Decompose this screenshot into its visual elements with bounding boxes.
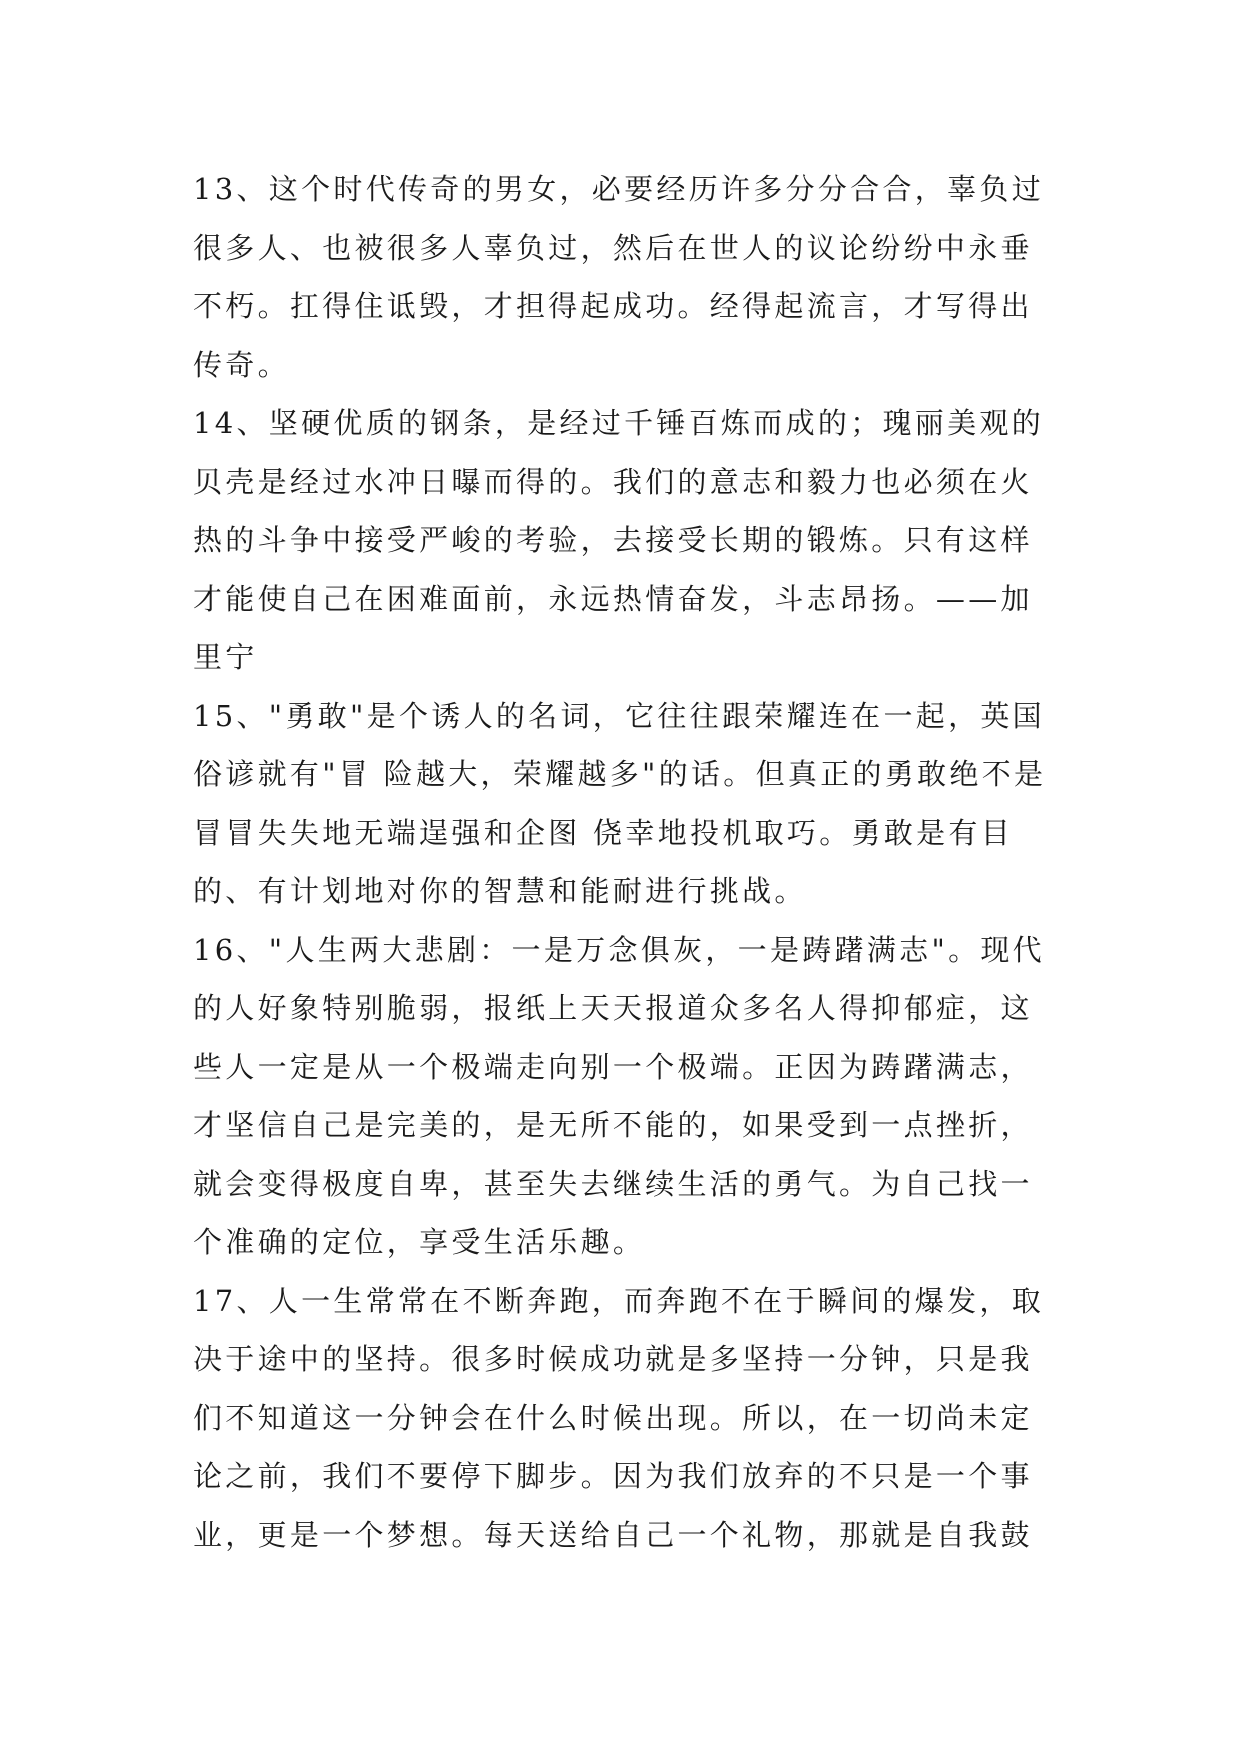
paragraph-15: 15、"勇敢"是个诱人的名词，它往往跟荣耀连在一起，英国俗谚就有"冒 险越大，荣耀越多"的话。但真正的勇敢绝不是冒冒失失地无端逞强和企图 侥幸地投机取巧。勇敢是有目的、有计划地对你的智慧和能耐进行挑战。	[193, 698, 1047, 908]
paragraph-17: 17、人一生常常在不断奔跑，而奔跑不在于瞬间的爆发，取决于途中的坚持。很多时候成功就是多坚持一分钟，只是我们不知道这一分钟会在什么时候出现。所以，在一切尚未定论之前，我们不要停下脚步。因为我们放弃的不只是一个事业，更是一个梦想。每天送给自己一个礼物，那就是自我鼓	[193, 1283, 1045, 1552]
paragraph-13: 13、这个时代传奇的男女，必要经历许多分分合合，辜负过很多人、也被很多人辜负过，然后在世人的议论纷纷中永垂不朽。扛得住诋毁，才担得起成功。经得起流言，才写得出传奇。	[193, 172, 1045, 382]
paragraph-16: 16、"人生两大悲剧：一是万念俱灰，一是踌躇满志"。现代的人好象特别脆弱，报纸上天天报道众多名人得抑郁症，这些人一定是从一个极端走向别一个极端。正因为踌躇满志，才坚信自己是完美的，是无所不能的，如果受到一点挫折，就会变得极度自卑，甚至失去继续生活的勇气。为自己找一个准确的定位，享受生活乐趣。	[193, 932, 1045, 1259]
document-body	[193, 160, 1053, 1564]
paragraph-14: 14、坚硬优质的钢条，是经过千锤百炼而成的；瑰丽美观的贝壳是经过水冲日曝而得的。我们的意志和毅力也必须在火热的斗争中接受严峻的考验，去接受长期的锻炼。只有这样才能使自己在困难面前，永远热情奋发，斗志昂扬。——加里宁	[193, 406, 1045, 674]
